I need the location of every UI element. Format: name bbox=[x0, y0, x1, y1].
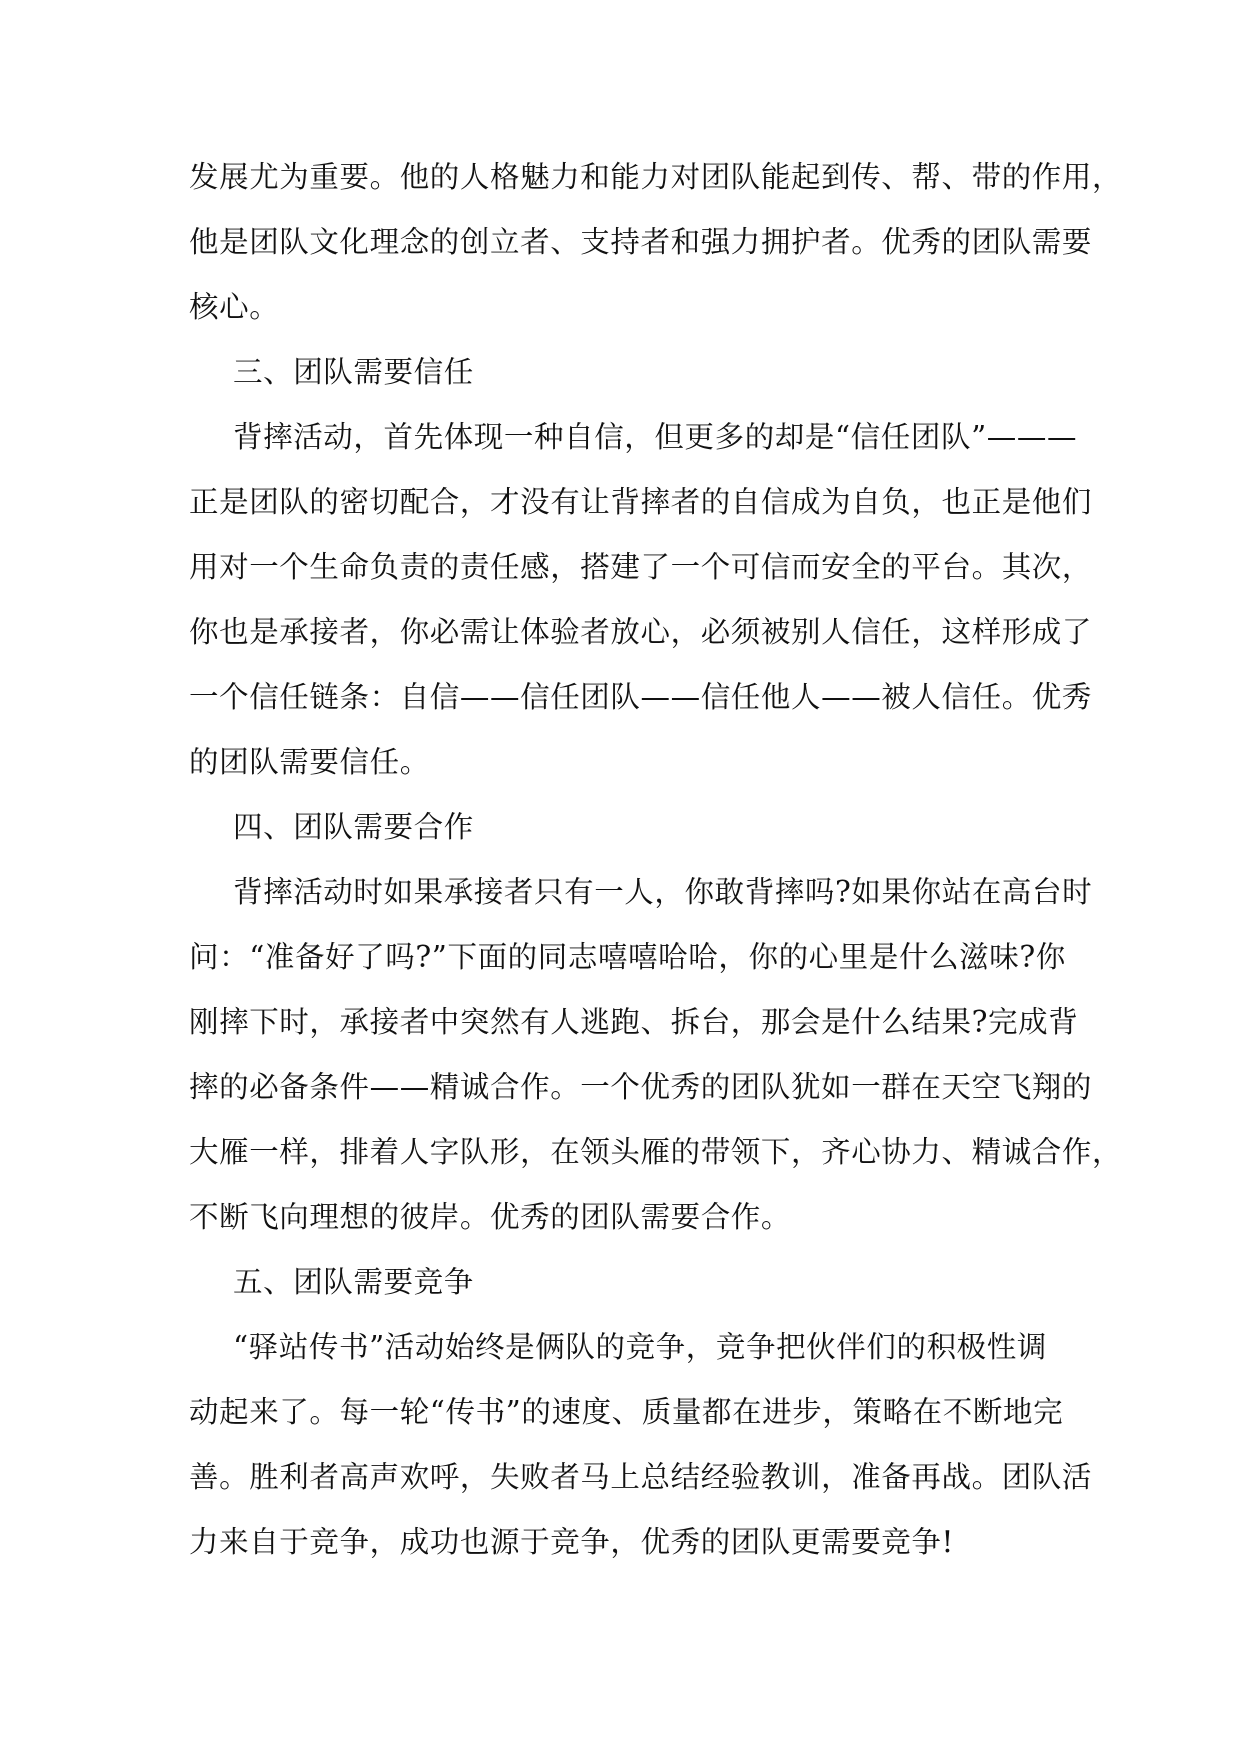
body-text-line: 摔的必备条件——精诚合作。一个优秀的团队犹如一群在天空飞翔的 bbox=[189, 1070, 1093, 1104]
body-text-line: 的团队需要信任。 bbox=[189, 745, 430, 779]
body-text-line: 他是团队文化理念的创立者、支持者和强力拥护者。优秀的团队需要 bbox=[189, 225, 1093, 259]
section-heading-trust: 三、团队需要信任 bbox=[233, 355, 474, 389]
body-text-line: 问：“准备好了吗?”下面的同志嘻嘻哈哈，你的心里是什么滋味?你 bbox=[189, 940, 1066, 974]
body-text-line: 动起来了。每一轮“传书”的速度、质量都在进步，策略在不断地完 bbox=[189, 1395, 1064, 1429]
body-text-line: 背摔活动时如果承接者只有一人，你敢背摔吗?如果你站在高台时 bbox=[233, 875, 1093, 909]
body-text-line: 正是团队的密切配合，才没有让背摔者的自信成为自负，也正是他们 bbox=[189, 485, 1093, 519]
body-text-line: 核心。 bbox=[189, 290, 280, 324]
body-text-line: 不断飞向理想的彼岸。优秀的团队需要合作。 bbox=[189, 1200, 792, 1234]
body-text-line: 力来自于竞争，成功也源于竞争，优秀的团队更需要竞争! bbox=[189, 1525, 954, 1559]
body-text-line: “驿站传书”活动始终是俩队的竞争，竞争把伙伴们的积极性调 bbox=[233, 1330, 1047, 1364]
section-heading-competition: 五、团队需要竞争 bbox=[233, 1265, 474, 1299]
body-text-line: 善。胜利者高声欢呼，失败者马上总结经验教训，准备再战。团队活 bbox=[189, 1460, 1093, 1494]
body-text-line: 大雁一样，排着人字队形，在领头雁的带领下，齐心协力、精诚合作， bbox=[189, 1135, 1123, 1169]
body-text-line: 一个信任链条：自信——信任团队——信任他人——被人信任。优秀 bbox=[189, 680, 1093, 714]
section-heading-cooperation: 四、团队需要合作 bbox=[233, 810, 474, 844]
body-text-line: 发展尤为重要。他的人格魅力和能力对团队能起到传、帮、带的作用， bbox=[189, 160, 1123, 194]
body-text-line: 背摔活动，首先体现一种自信，但更多的却是“信任团队”——— bbox=[233, 420, 1078, 454]
body-text-line: 你也是承接者，你必需让体验者放心，必须被别人信任，这样形成了 bbox=[189, 615, 1093, 649]
body-text-line: 用对一个生命负责的责任感，搭建了一个可信而安全的平台。其次， bbox=[189, 550, 1093, 584]
body-text-line: 刚摔下时，承接者中突然有人逃跑、拆台，那会是什么结果?完成背 bbox=[189, 1005, 1079, 1039]
